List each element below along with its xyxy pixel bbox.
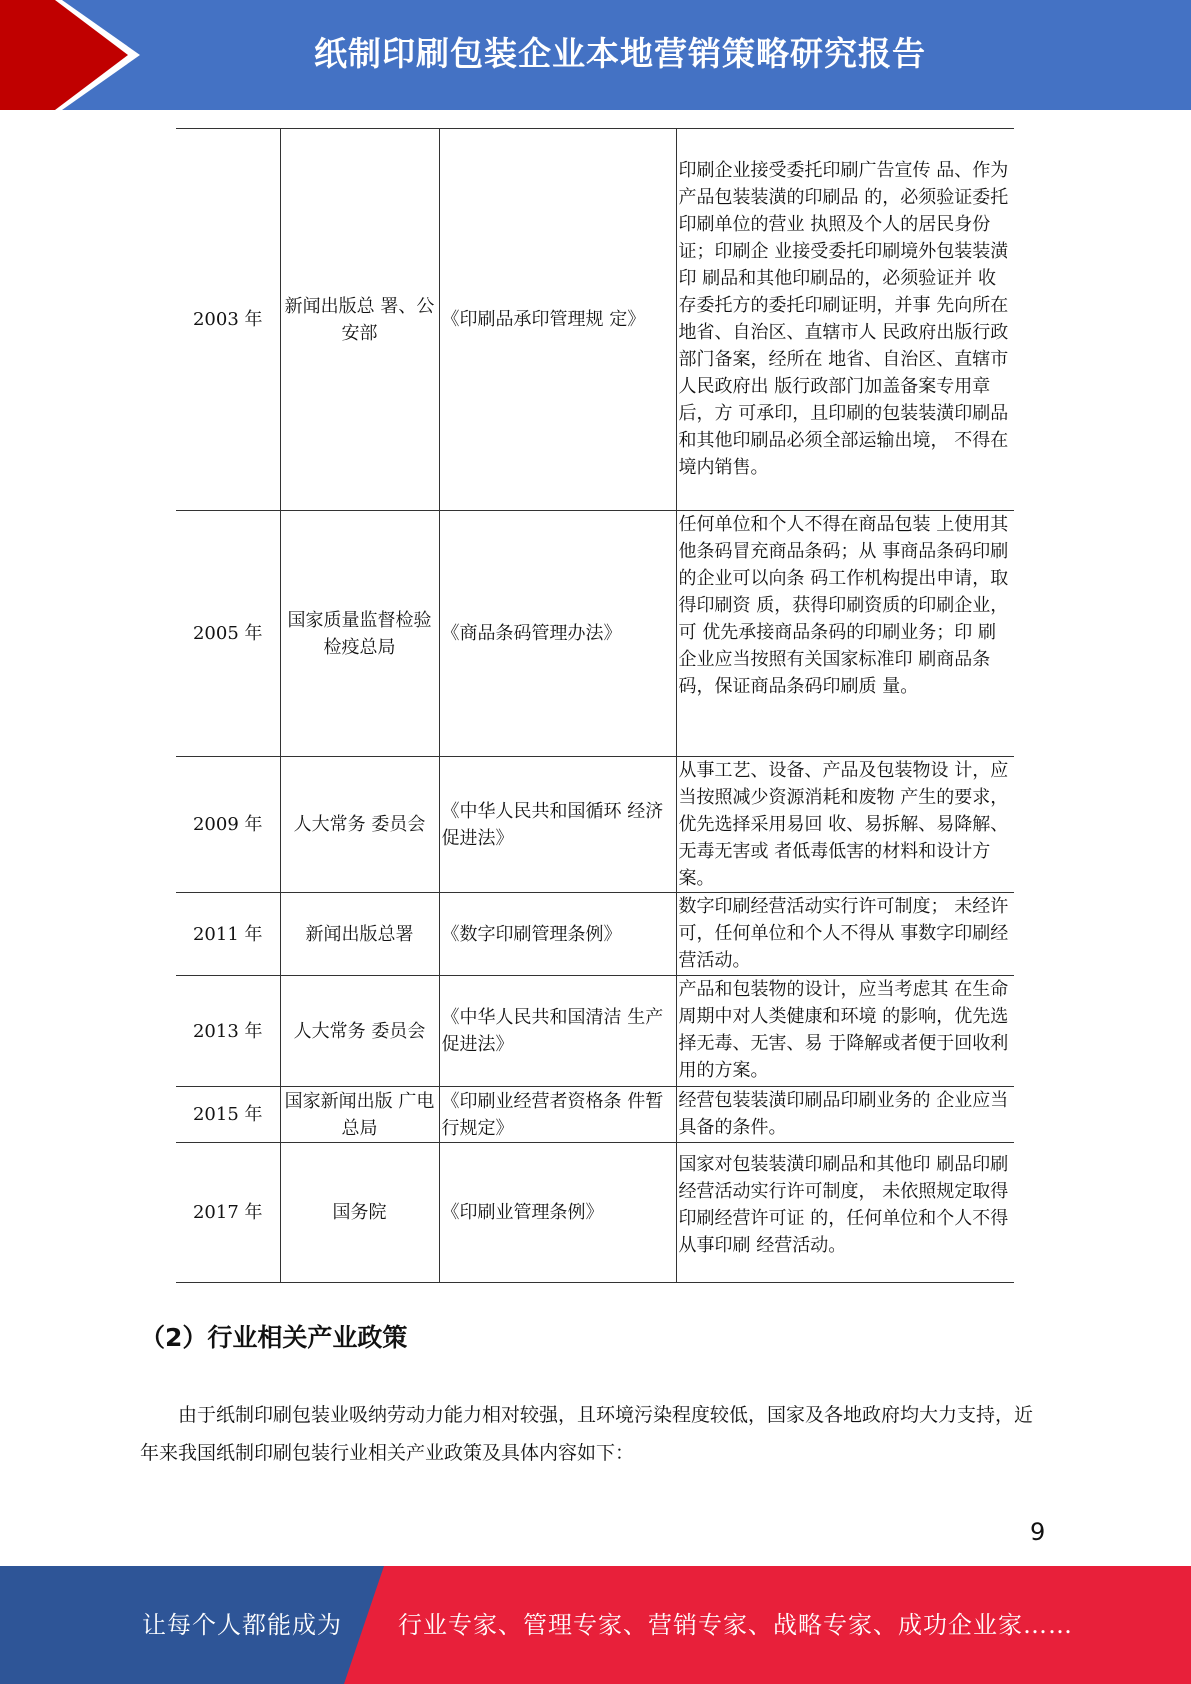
body-paragraph: 由于纸制印刷包装业吸纳劳动力能力相对较强，且环境污染程度较低，国家及各地政府均大力支持，近年来我国纸制印刷包装行业相关产业政策及具体内容如下：: [140, 1404, 1034, 1464]
regulation-cell: 《印刷业经营者资格条 件暂行规定》: [439, 1087, 676, 1143]
table-row: [176, 757, 1014, 893]
table-row: [176, 893, 1014, 976]
regulation-cell: 《中华人民共和国清洁 生产促进法》: [439, 976, 676, 1087]
year-cell: 2003 年: [176, 129, 280, 511]
footer-slogan-left: 让每个人都能成为: [142, 1611, 342, 1639]
footer-slogan-right: 行业专家、管理专家、营销专家、战略专家、成功企业家……: [398, 1611, 1073, 1639]
regulation-cell: 《数字印刷管理条例》: [439, 893, 676, 976]
table-row: [176, 1087, 1014, 1143]
content-cell: 国家对包装装潢印刷品和其他印 刷品印刷经营活动实行许可制度， 未依照规定取得印刷经营许可证 的，任何单位和个人不得从事印刷 经营活动。: [676, 1143, 1014, 1283]
department-cell: 人大常务 委员会: [280, 757, 439, 893]
header-arrow-icon: [0, 0, 160, 110]
content-cell: 从事工艺、设备、产品及包装物设 计，应当按照减少资源消耗和废物 产生的要求，优先选择采用易回 收、易拆解、易降解、无毒无害或 者低毒低害的材料和设计方案。: [676, 757, 1014, 893]
regulation-cell: 《印刷业管理条例》: [439, 1143, 676, 1283]
year-cell: 2015 年: [176, 1087, 280, 1143]
section-heading: （2）行业相关产业政策: [140, 1323, 408, 1352]
regulation-cell: 《印刷品承印管理规 定》: [439, 129, 676, 511]
content-cell: 印刷企业接受委托印刷广告宣传 品、作为产品包装装潢的印刷品 的，必须验证委托印刷单位的营业 执照及个人的居民身份证；印刷企 业接受委托印刷境外包装装潢印 刷品和其他印刷品的，必须验证并 收存委托方的委托印刷证明，并事 先向所在地省、自治区、直辖市人 民政府出版行政部门备案，经所在 地省、自治区、直辖市人民政府出 版行政部门加盖备案专用章后，方 可承印，且印刷的包装装潢印刷品和其他印刷品必须全部运输出境， 不得在境内销售。: [676, 129, 1014, 511]
department-cell: 国家质量监督检验检疫总局: [280, 511, 439, 757]
department-cell: 国家新闻出版 广电总局: [280, 1087, 439, 1143]
department-cell: 新闻出版总 署、公安部: [280, 129, 439, 511]
content-cell: 任何单位和个人不得在商品包装 上使用其他条码冒充商品条码；从 事商品条码印刷的企业可以向条 码工作机构提出申请，取得印刷资 质，获得印刷资质的印刷企业，可 优先承接商品条码的印刷业务；印 刷企业应当按照有关国家标准印 刷商品条码，保证商品条码印刷质 量。: [676, 511, 1014, 757]
page-footer: [0, 1566, 1191, 1684]
department-cell: 新闻出版总署: [280, 893, 439, 976]
page-header: [0, 0, 1191, 110]
table-row: [176, 511, 1014, 757]
page-number: 9: [1030, 1518, 1046, 1546]
table-row: [176, 1143, 1014, 1283]
year-cell: 2009 年: [176, 757, 280, 893]
department-cell: 人大常务 委员会: [280, 976, 439, 1087]
report-title: 纸制印刷包装企业本地营销策略研究报告: [314, 34, 926, 73]
year-cell: 2017 年: [176, 1143, 280, 1283]
policy-table: [176, 128, 1014, 1283]
content-cell: 产品和包装物的设计，应当考虑其 在生命周期中对人类健康和环境 的影响，优先选择无毒、无害、易 于降解或者便于回收利用的方案。: [676, 976, 1014, 1087]
table-row: [176, 976, 1014, 1087]
content-cell: 经营包装装潢印刷品印刷业务的 企业应当具备的条件。: [676, 1087, 1014, 1143]
regulation-cell: 《中华人民共和国循环 经济促进法》: [439, 757, 676, 893]
department-cell: 国务院: [280, 1143, 439, 1283]
table-row: [176, 129, 1014, 511]
content-cell: 数字印刷经营活动实行许可制度； 未经许可，任何单位和个人不得从 事数字印刷经营活动。: [676, 893, 1014, 976]
year-cell: 2011 年: [176, 893, 280, 976]
year-cell: 2013 年: [176, 976, 280, 1087]
regulation-cell: 《商品条码管理办法》: [439, 511, 676, 757]
year-cell: 2005 年: [176, 511, 280, 757]
